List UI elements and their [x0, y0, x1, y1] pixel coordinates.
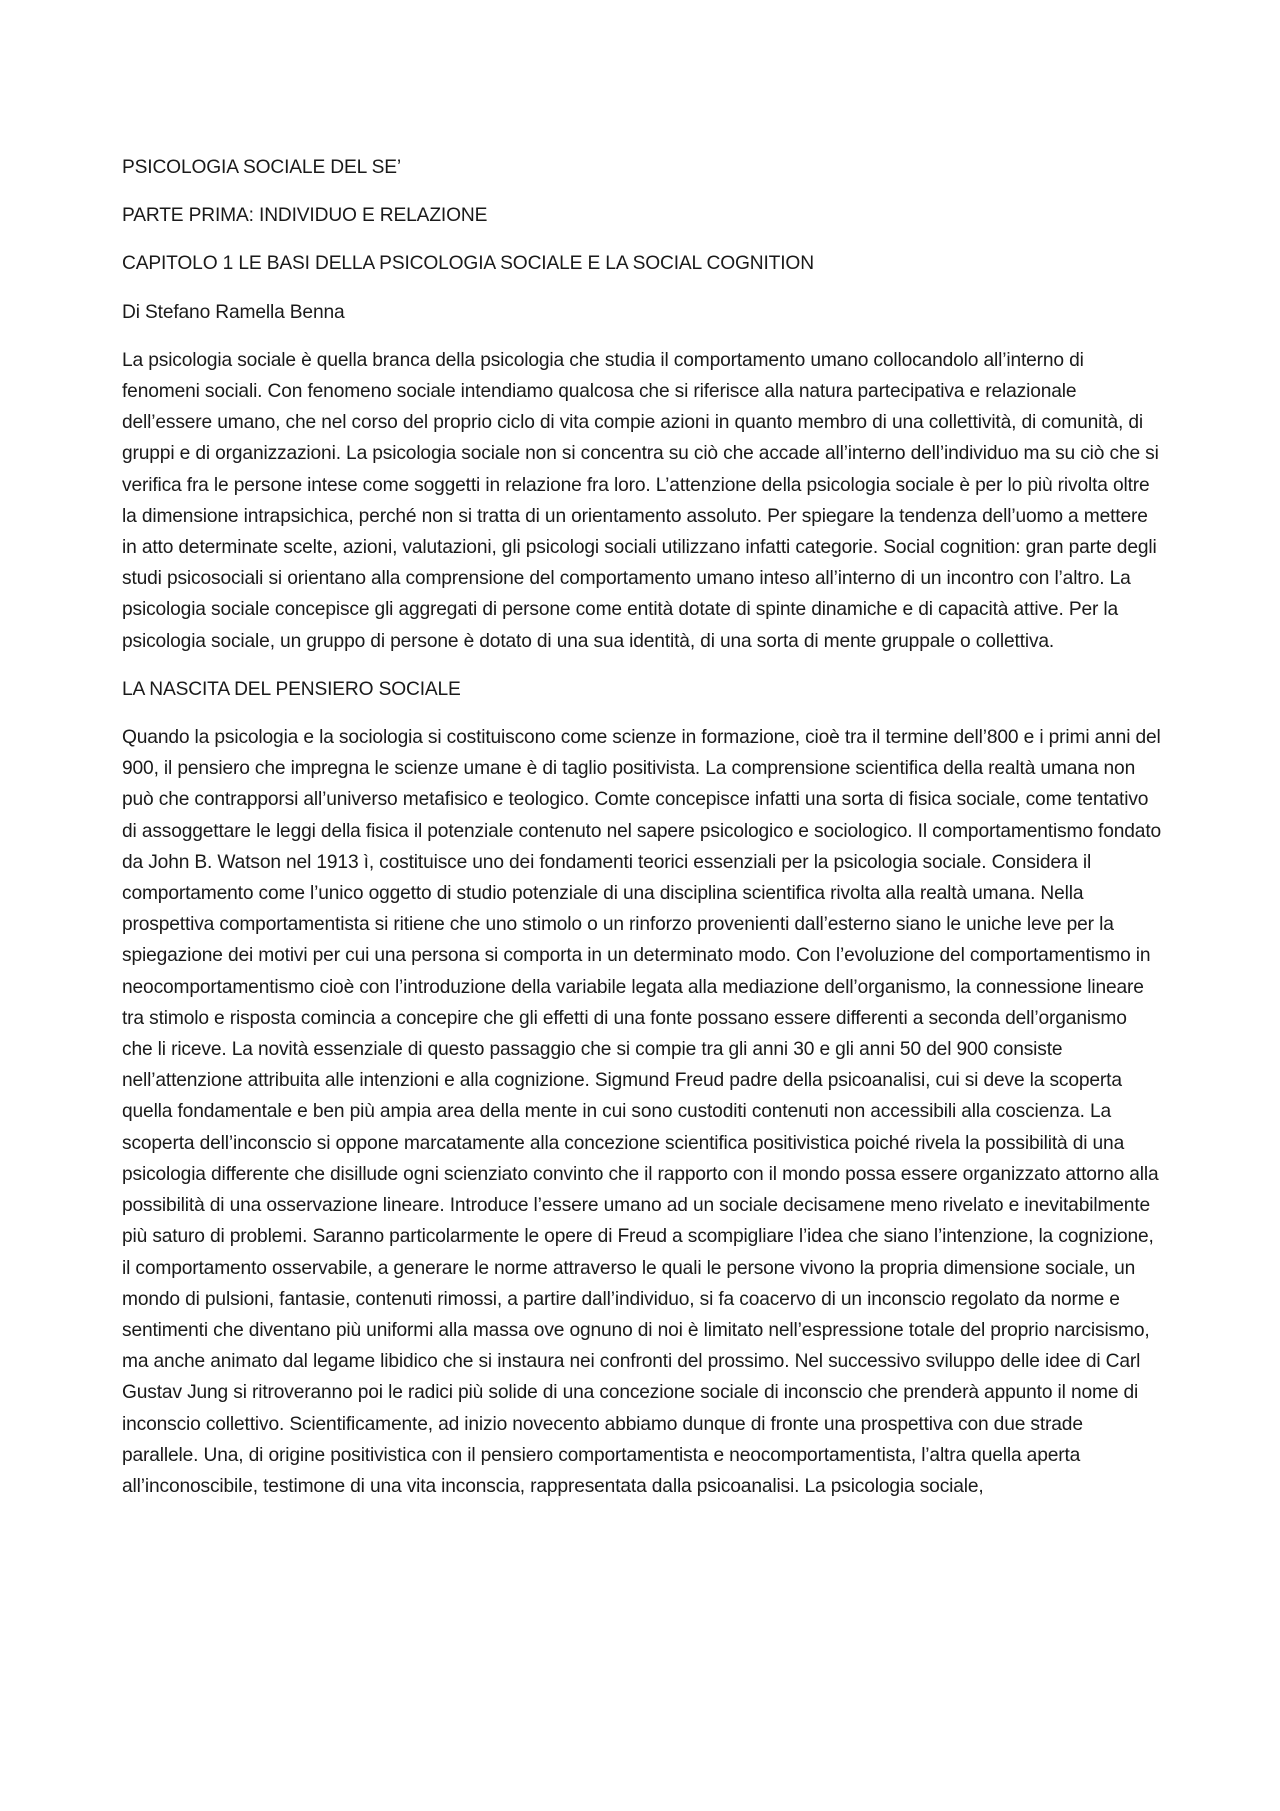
- section-paragraph: Quando la psicologia e la sociologia si costituiscono come scienze in formazione, cioè tra il termine dell’800 e i primi anni del 900, il pensiero che impregna le scienze umane è di taglio positivista. La comprensione scientifica della realtà umana non può che contrapporsi all’universo metafisico e teologico. Comte concepisce infatti una sorta di fisica sociale, come tentativo di assoggettare le leggi della fisica il potenziale contenuto nel sapere psicologico e sociologico. Il comportamentismo fondato da John B. Watson nel 1913 ì, costituisce uno dei fondamenti teorici essenziali per la psicologia sociale. Considera il comportamento come l’unico oggetto di studio potenziale di una disciplina scientifica rivolta alla realtà umana. Nella prospettiva comportamentista si ritiene che uno stimolo o un rinforzo provenienti dall’esterno siano le uniche leve per la spiegazione dei motivi per cui una persona si comporta in un determinato modo. Con l’evoluzione del comportamentismo in neocomportamentismo cioè con l’introduzione della variabile legata alla mediazione dell’organismo, la connessione lineare tra stimolo e risposta comincia a concepire che gli effetti di una fonte possano essere differenti a seconda dell’organismo che li riceve. La novità essenziale di questo passaggio che si compie tra gli anni 30 e gli anni 50 del 900 consiste nell’attenzione attribuita alle intenzioni e alla cognizione. Sigmund Freud padre della psicoanalisi, cui si deve la scoperta quella fondamentale e ben più ampia area della mente in cui sono custoditi contenuti non accessibili alla coscienza. La scoperta dell’inconscio si oppone marcatamente alla concezione scientifica positivistica poiché rivela la possibilità di una psicologia differente che disillude ogni scienziato convinto che il rapporto con il mondo possa essere organizzato attorno alla possibilità di una osservazione lineare. Introduce l’essere umano ad un sociale decisamene meno rivelato e inevitabilmente più saturo di problemi. Saranno particolarmente le opere di Freud a scompigliare l’idea che siano l’intenzione, la cognizione, il comportamento osservabile, a generare le norme attraverso le quali le persone vivono la propria dimensione sociale, un mondo di pulsioni, fantasie, contenuti rimossi, a partire dall’individuo, si fa coacervo di un inconscio regolato da norme e sentimenti che diventano più uniformi alla massa ove ognuno di noi è limitato nell’espressione totale del proprio narcisismo, ma anche animato dal legame libidico che si instaura nei confronti del prossimo. Nel successivo sviluppo delle idee di Carl Gustav Jung si ritroveranno poi le radici più solide di una concezione sociale di inconscio che prenderà appunto il nome di inconscio collettivo. Scientificamente, ad inizio novecento abbiamo dunque di fronte una prospettiva con due strade parallele. Una, di origine positivistica con il pensiero comportamentista e neocomportamentista, l’altra quella aperta all’inconoscibile, testimone di una vita inconscia, rappresentata dalla psicoanalisi. La psicologia sociale,: [122, 727, 1162, 1497]
- part-heading: PARTE PRIMA: INDIVIDUO E RELAZIONE: [122, 205, 488, 227]
- document-body: [122, 152, 1162, 1519]
- section-heading: LA NASCITA DEL PENSIERO SOCIALE: [122, 678, 461, 700]
- chapter-heading: CAPITOLO 1 LE BASI DELLA PSICOLOGIA SOCIALE E LA SOCIAL COGNITION: [122, 253, 814, 275]
- author-line: Di Stefano Ramella Benna: [122, 301, 345, 323]
- intro-paragraph: La psicologia sociale è quella branca della psicologia che studia il comportamento umano collocandolo all’interno di fenomeni sociali. Con fenomeno sociale intendiamo qualcosa che si riferisce alla natura partecipativa e relazionale dell’essere umano, che nel corso del proprio ciclo di vita compie azioni in quanto membro di una collettività, di comunità, di gruppi e di organizzazioni. La psicologia sociale non si concentra su ciò che accade all’interno dell’individuo ma su ciò che si verifica fra le persone intese come soggetti in relazione fra loro. L’attenzione della psicologia sociale è per lo più rivolta oltre la dimensione intrapsichica, perché non si tratta di un orientamento assoluto. Per spiegare la tendenza dell’uomo a mettere in atto determinate scelte, azioni, valutazioni, gli psicologi sociali utilizzano infatti categorie. Social cognition: gran parte degli studi psicosociali si orientano alla comprensione del comportamento umano inteso all’interno di un incontro con l’altro. La psicologia sociale concepisce gli aggregati di persone come entità dotate di spinte dinamiche e di capacità attive. Per la psicologia sociale, un gruppo di persone è dotato di una sua identità, di una sorta di mente gruppale o collettiva.: [122, 349, 1159, 652]
- document-title: PSICOLOGIA SOCIALE DEL SE’: [122, 157, 402, 178]
